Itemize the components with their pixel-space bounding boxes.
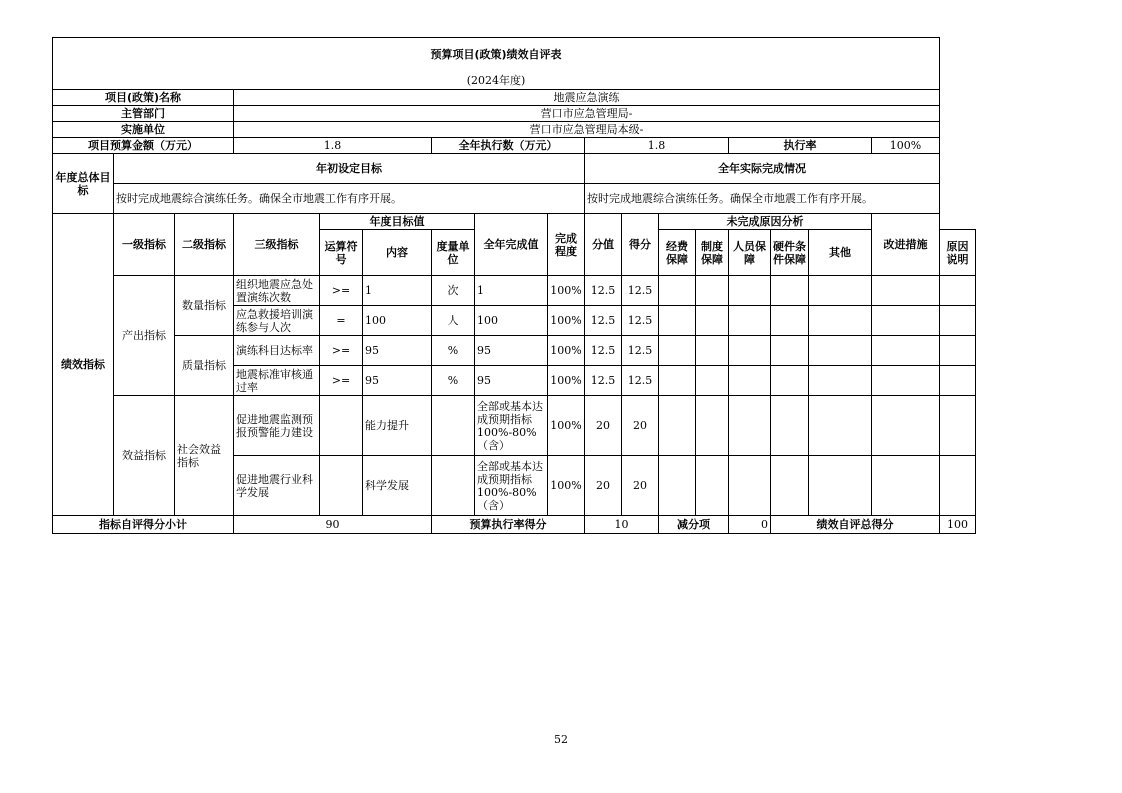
row-completion: 100% bbox=[548, 276, 585, 306]
row-score-value: 20 bbox=[585, 396, 622, 456]
goals-set-label: 年初设定目标 bbox=[114, 154, 585, 184]
row-completion: 100% bbox=[548, 396, 585, 456]
row-score-value: 12.5 bbox=[585, 276, 622, 306]
goals-label: 年度总体目标 bbox=[53, 154, 114, 214]
header-full-year-value: 全年完成值 bbox=[475, 214, 548, 276]
header-reason-staff: 人员保障 bbox=[729, 230, 771, 276]
header-annual-target: 年度目标值 bbox=[320, 214, 475, 230]
header-reason-system: 制度保障 bbox=[696, 230, 729, 276]
row-completion: 100% bbox=[548, 336, 585, 366]
exec-score-value: 10 bbox=[585, 516, 659, 534]
row-unit: 人 bbox=[432, 306, 475, 336]
row-content: 科学发展 bbox=[363, 456, 432, 516]
row-op: = bbox=[320, 306, 363, 336]
page-number: 52 bbox=[554, 733, 568, 746]
row-unit bbox=[432, 456, 475, 516]
header-level2: 二级指标 bbox=[175, 214, 234, 276]
goals-actual-label: 全年实际完成情况 bbox=[585, 154, 940, 184]
row-unit: % bbox=[432, 366, 475, 396]
row-score: 12.5 bbox=[622, 336, 659, 366]
row-value: 95 bbox=[475, 366, 548, 396]
form-title: 预算项目(政策)绩效自评表 bbox=[53, 38, 940, 72]
row-op: >= bbox=[320, 366, 363, 396]
table-row bbox=[53, 276, 976, 306]
goals-actual-text: 按时完成地震综合演练任务。确保全市地震工作有序开展。 bbox=[585, 184, 940, 214]
dept-label: 主管部门 bbox=[53, 106, 234, 122]
row-unit bbox=[432, 396, 475, 456]
exec-score-label: 预算执行率得分 bbox=[432, 516, 585, 534]
performance-evaluation-form bbox=[52, 37, 976, 534]
header-level1: 一级指标 bbox=[114, 214, 175, 276]
subtotal-value: 90 bbox=[234, 516, 432, 534]
row-op bbox=[320, 396, 363, 456]
group-benefit: 效益指标 bbox=[114, 396, 175, 516]
header-reason-analysis: 未完成原因分析 bbox=[659, 214, 872, 230]
row-value: 1 bbox=[475, 276, 548, 306]
perf-indicators-label: 绩效指标 bbox=[53, 214, 114, 516]
group-quality: 质量指标 bbox=[175, 336, 234, 396]
total-label: 绩效自评总得分 bbox=[771, 516, 940, 534]
row-content: 95 bbox=[363, 336, 432, 366]
row-score: 12.5 bbox=[622, 366, 659, 396]
header-completion: 完成程度 bbox=[548, 214, 585, 276]
table-row bbox=[53, 336, 976, 366]
header-reason-funding: 经费保障 bbox=[659, 230, 696, 276]
row-name: 地震标准审核通过率 bbox=[234, 366, 320, 396]
row-name: 促进地震监测预报预警能力建设 bbox=[234, 396, 320, 456]
header-reason-hardware: 硬件条件保障 bbox=[771, 230, 809, 276]
header-op: 运算符号 bbox=[320, 230, 363, 276]
header-reason-explain: 原因说明 bbox=[940, 230, 976, 276]
deduct-label: 减分项 bbox=[659, 516, 729, 534]
project-name: 地震应急演练 bbox=[234, 90, 940, 106]
unit-label: 实施单位 bbox=[53, 122, 234, 138]
header-content: 内容 bbox=[363, 230, 432, 276]
row-unit: % bbox=[432, 336, 475, 366]
row-score: 12.5 bbox=[622, 276, 659, 306]
group-output: 产出指标 bbox=[114, 276, 175, 396]
row-score: 12.5 bbox=[622, 306, 659, 336]
header-unit: 度量单位 bbox=[432, 230, 475, 276]
unit-value: 营口市应急管理局本级- bbox=[234, 122, 940, 138]
subtotal-label: 指标自评得分小计 bbox=[53, 516, 234, 534]
rate-value: 100% bbox=[872, 138, 940, 154]
row-name: 演练科目达标率 bbox=[234, 336, 320, 366]
evaluation-table bbox=[52, 37, 976, 534]
row-completion: 100% bbox=[548, 366, 585, 396]
row-name: 应急救援培训演练参与人次 bbox=[234, 306, 320, 336]
header-level3: 三级指标 bbox=[234, 214, 320, 276]
header-improve: 改进措施 bbox=[872, 214, 940, 276]
header-score-value: 分值 bbox=[585, 214, 622, 276]
deduct-value: 0 bbox=[729, 516, 771, 534]
row-score: 20 bbox=[622, 456, 659, 516]
row-score-value: 12.5 bbox=[585, 336, 622, 366]
row-content: 95 bbox=[363, 366, 432, 396]
budget-label: 项目预算金额（万元） bbox=[53, 138, 234, 154]
row-score-value: 20 bbox=[585, 456, 622, 516]
row-content: 能力提升 bbox=[363, 396, 432, 456]
row-op: >= bbox=[320, 336, 363, 366]
row-score-value: 12.5 bbox=[585, 366, 622, 396]
row-name: 促进地震行业科学发展 bbox=[234, 456, 320, 516]
form-year: (2024年度) bbox=[53, 72, 940, 90]
row-completion: 100% bbox=[548, 456, 585, 516]
row-name: 组织地震应急处置演练次数 bbox=[234, 276, 320, 306]
row-content: 1 bbox=[363, 276, 432, 306]
row-score: 20 bbox=[622, 396, 659, 456]
group-social: 社会效益指标 bbox=[175, 396, 234, 516]
total-value: 100 bbox=[940, 516, 976, 534]
budget-value: 1.8 bbox=[234, 138, 432, 154]
row-op: >= bbox=[320, 276, 363, 306]
row-value: 100 bbox=[475, 306, 548, 336]
goals-set-text: 按时完成地震综合演练任务。确保全市地震工作有序开展。 bbox=[114, 184, 585, 214]
header-reason-other: 其他 bbox=[809, 230, 872, 276]
row-content: 100 bbox=[363, 306, 432, 336]
table-row bbox=[53, 396, 976, 456]
group-quantity: 数量指标 bbox=[175, 276, 234, 336]
row-value: 95 bbox=[475, 336, 548, 366]
row-completion: 100% bbox=[548, 306, 585, 336]
row-value: 全部或基本达成预期指标100%-80%（含） bbox=[475, 396, 548, 456]
project-name-label: 项目(政策)名称 bbox=[53, 90, 234, 106]
dept-value: 营口市应急管理局- bbox=[234, 106, 940, 122]
rate-label: 执行率 bbox=[729, 138, 872, 154]
exec-value: 1.8 bbox=[585, 138, 729, 154]
row-op bbox=[320, 456, 363, 516]
exec-label: 全年执行数（万元） bbox=[432, 138, 585, 154]
row-value: 全部或基本达成预期指标100%-80%（含） bbox=[475, 456, 548, 516]
row-unit: 次 bbox=[432, 276, 475, 306]
header-score: 得分 bbox=[622, 214, 659, 276]
row-score-value: 12.5 bbox=[585, 306, 622, 336]
